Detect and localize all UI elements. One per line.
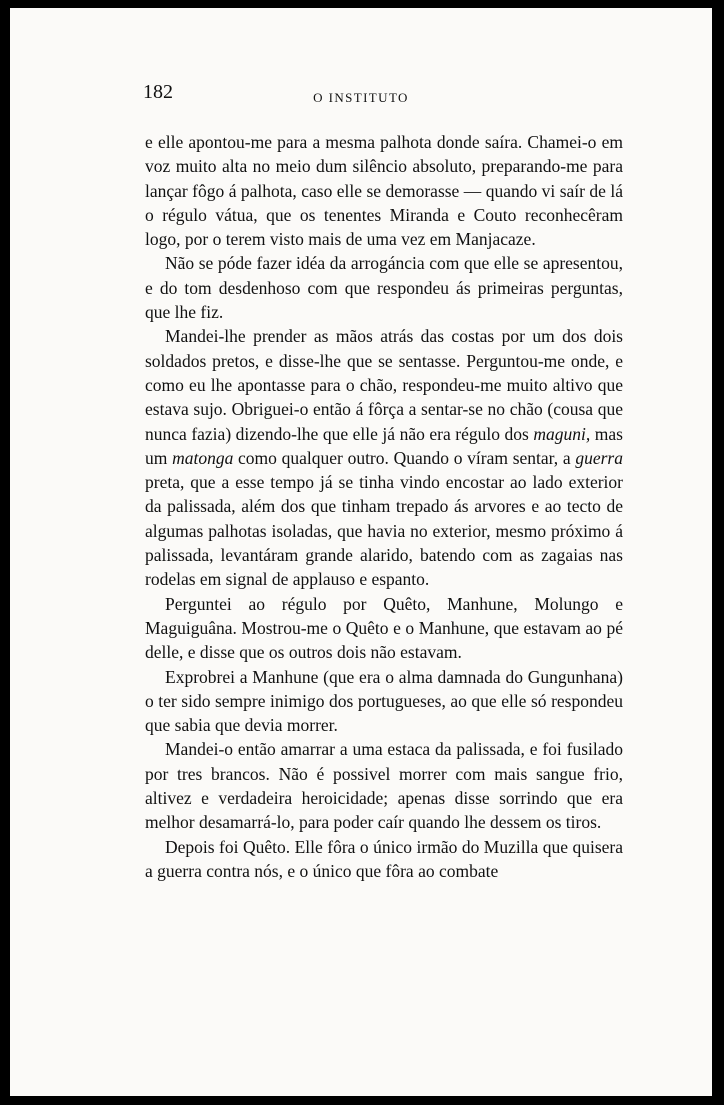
paragraph — [145, 324, 623, 591]
text-segment: Perguntei ao régulo por Quêto, Manhune, Molungo e Maguiguâna. Mostrou-me o Quêto e o Manhune, que estavam ao pé delle, e disse que os outros dois não estavam. — [145, 593, 623, 663]
italic-term: guerra — [575, 447, 623, 468]
paragraph — [145, 130, 623, 251]
paragraph — [145, 592, 623, 665]
text-segment: Mandei-lhe prender as mãos atrás das costas por um dos dois soldados pretos, e disse-lhe que se sentasse. Perguntou-me onde, e como eu lhe apontasse para o chão, respondeu-me muito altivo que estava sujo. Obriguei-o então á fôrça a sentar-se no chão (cousa que nunca fazia) dizendo-lhe que elle já não era régulo dos — [145, 326, 623, 444]
paragraph — [145, 737, 623, 834]
text-segment: Não se póde fazer idéa da arrogáncia com que elle se apresentou, e do tom desdenhoso com que respondeu ás primeiras perguntas, que lhe fiz. — [145, 253, 623, 323]
page-number: 182 — [143, 81, 173, 103]
text-segment: e elle apontou-me para a mesma palhota donde saíra. Chamei-o em voz muito alta no meio dum silêncio absoluto, preparando-me para lançar fôgo á palhota, caso elle se demorasse — quando vi saír de lá o régulo vátua, que os tenentes Miranda e Couto reconhecêram logo, por o terem visto mais de uma vez em Manjacaze. — [145, 132, 623, 250]
body-text — [145, 130, 623, 883]
text-segment: Mandei-o então amarrar a uma estaca da palissada, e foi fusilado por tres brancos. Não é possivel morrer com mais sangue frio, altivez e verdadeira heroicidade; apenas disse sorrindo que era melhor desamarrá-lo, para poder caír quando lhe dessem os tiros. — [145, 739, 623, 833]
text-segment: preta, que a esse tempo já se tinha vindo encostar ao lado exterior da palissada, além dos que tinham trepado ás arvores e ao tecto de algumas palhotas isoladas, que havia no exterior, mesmo próximo á palissada, levantáram grande alarido, batendo com as zagaias nas rodelas em signal de applauso e espanto. — [145, 472, 623, 590]
book-page — [10, 8, 712, 1096]
text-segment: como qualquer outro. Quando o víram sentar, a — [233, 447, 576, 468]
italic-term: maguni, — [533, 423, 591, 444]
text-segment: Exprobrei a Manhune (que era o alma damnada do Gungunhana) o ter sido sempre inimigo dos portugueses, ao que elle só respondeu que sabia que devia morrer. — [145, 666, 623, 736]
running-head: O INSTITUTO — [313, 90, 409, 105]
paragraph — [145, 835, 623, 884]
text-segment: mas um — [145, 423, 623, 468]
italic-term: matonga — [172, 447, 234, 468]
text-segment: Depois foi Quêto. Elle fôra o único irmão do Muzilla que quisera a guerra contra nós, e o único que fôra ao combate — [145, 836, 623, 881]
paragraph — [145, 251, 623, 324]
paragraph — [145, 665, 623, 738]
